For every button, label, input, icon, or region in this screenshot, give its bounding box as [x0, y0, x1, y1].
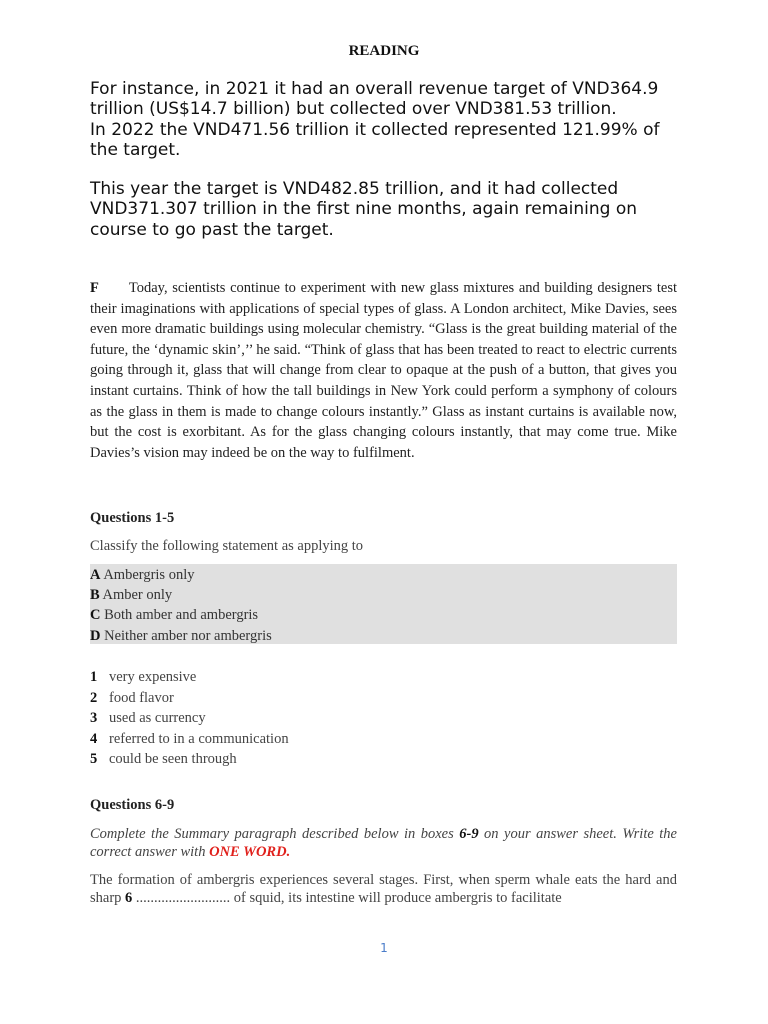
- option-item: [90, 626, 677, 646]
- question-item: [90, 749, 289, 770]
- question-number: 2: [90, 689, 98, 706]
- option-letter: B: [90, 587, 100, 604]
- paragraph-text: Today, scientists continue to experiment with new glass mixtures and building designers test their imaginations with applications of special types of glass. A London architect, Mike Davies, sees even more dramatic buildings using molecular chemistry. “Glass is the great building material of the future, the ‘dynamic skin’,’’ he said. “Think of glass that has been treated to react to electric currents going through it, glass that will change from clear to opaque at the push of a button, that gives you instant curtains. Think of how the tall buildings in New York could perform a symphony of colours as the glass in them is made to change colours instantly.” Glass as instant curtains is available now, but the cost is exorbitant. As for the glass changing colours instantly, that may come true. Mike Davies’s vision may indeed be on the way to fulfilment.: [90, 280, 677, 461]
- question-number: 1: [90, 669, 98, 685]
- question-item: [90, 729, 289, 750]
- instruction-text: Complete the Summary paragraph described below in boxes: [90, 826, 460, 842]
- summary-text: .......................... of squid, its intestine will produce ambergris to facilitate: [132, 890, 562, 906]
- page-title: READING: [348, 43, 420, 59]
- summary-paragraph: [90, 871, 677, 907]
- summary-text: The formation of ambergris experiences several stages. First, when sperm whale eats the hard and sharp: [90, 872, 677, 906]
- questions-1-5-heading: Questions 1-5: [90, 510, 175, 526]
- question-text: food flavor: [109, 689, 174, 706]
- paragraph-letter: F: [90, 280, 99, 296]
- questions-6-9-heading: Questions 6-9: [90, 797, 175, 813]
- intro-line: For instance, in 2021 it had an overall revenue target of VND364.9: [90, 79, 659, 99]
- page-number: 1: [380, 941, 388, 955]
- option-text: Neither amber nor ambergris: [104, 627, 272, 644]
- option-letter: C: [90, 607, 101, 624]
- question-item: [90, 667, 289, 688]
- option-letter: D: [90, 627, 101, 644]
- intro-line: VND371.307 trillion in the first nine months, again remaining on: [90, 199, 638, 220]
- question-list: [90, 667, 289, 770]
- question-number: 5: [90, 751, 98, 767]
- option-item: [90, 585, 677, 605]
- option-item: [90, 565, 677, 585]
- question-item: [90, 688, 289, 709]
- intro-line: course to go past the target.: [90, 219, 334, 240]
- question-number: 3: [90, 710, 98, 726]
- box-range: 6-9: [459, 826, 479, 842]
- question-text: used as currency: [109, 710, 206, 726]
- option-text: Amber only: [102, 587, 173, 604]
- question-text: could be seen through: [109, 751, 237, 767]
- questions-1-5-instruction: Classify the following statement as applying to: [90, 538, 364, 554]
- option-item: [90, 605, 677, 625]
- question-number: 4: [90, 730, 98, 747]
- intro-block-2: [90, 179, 690, 240]
- paragraph-f: [90, 278, 677, 463]
- question-text: referred to in a communication: [109, 730, 289, 747]
- option-text: Ambergris only: [103, 567, 195, 583]
- question-text: very expensive: [109, 669, 197, 685]
- intro-line: In 2022 the VND471.56 trillion it collected represented 121.99% of: [90, 119, 660, 140]
- options-box: [90, 564, 677, 644]
- intro-line: trillion (US$14.7 billion) but collected over VND381.53 trillion.: [90, 99, 617, 120]
- intro-line: This year the target is VND482.85 trillion, and it had collected: [90, 179, 619, 199]
- question-item: [90, 708, 289, 729]
- intro-line: the target.: [90, 139, 181, 160]
- option-text: Both amber and ambergris: [104, 607, 259, 624]
- word-limit: ONE WORD.: [209, 844, 291, 860]
- gap-number: 6: [125, 890, 133, 906]
- intro-block-1: [90, 79, 690, 160]
- summary-instruction: [90, 825, 677, 861]
- option-letter: A: [90, 567, 101, 583]
- instruction-text: on your answer sheet. Write the correct answer with: [90, 826, 677, 860]
